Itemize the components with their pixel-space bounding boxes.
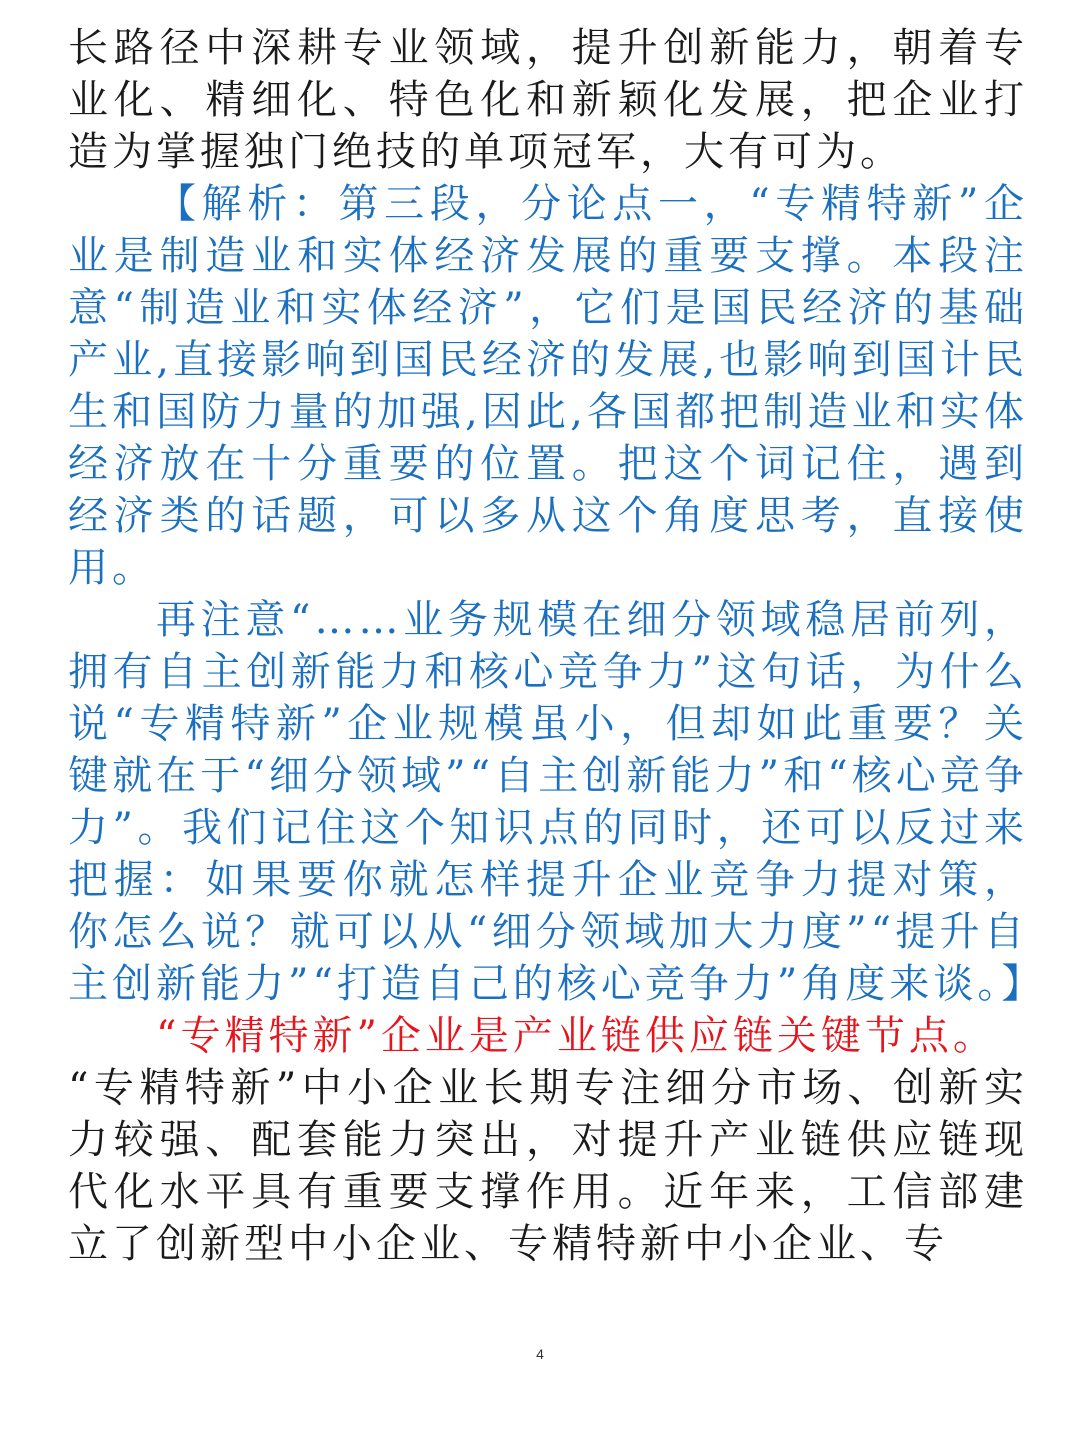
- analysis-paragraph-2: 再注意“……业务规模在细分领域稳居前列，拥有自主创新能力和核心竞争力”这句话，为什么说“专精特新”企业规模虽小，但却如此重要？关键就在于“细分领域”“自主创新能力”和“核心竞争力”。我们记住这个知识点的同时，还可以反过来把握：如果要你就怎样提升企业竞争力提对策，你怎么说？就可以从“细分领域加大力度”“提升自主创新能力”“打造自己的核心竞争力”角度来谈。】: [68, 597, 1046, 1007]
- analysis-paragraph-1: 【解析：第三段，分论点一，“专精特新”企业是制造业和实体经济发展的重要支撑。本段注意“制造业和实体经济”，它们是国民经济的基础产业,直接影响到国民经济的发展,也影响到国计民生和国防力量的加强,因此,各国都把制造业和实体经济放在十分重要的位置。把这个词记住，遇到经济类的话题，可以多从这个角度思考，直接使用。: [68, 181, 1028, 591]
- page-number: 4: [536, 1346, 544, 1362]
- document-page: [68, 22, 1046, 1270]
- intro-continuation-paragraph: 长路径中深耕专业领域，提升创新能力，朝着专业化、精细化、特色化和新颖化发展，把企业打造为掌握独门绝技的单项冠军，大有可为。: [68, 25, 1028, 175]
- point-body-paragraph: “专精特新”中小企业长期专注细分市场、创新实力较强、配套能力突出，对提升产业链供应链现代化水平具有重要支撑作用。近年来，工信部建立了创新型中小企业、专精特新中小企业、专: [68, 1065, 1028, 1267]
- point-heading: “专精特新”企业是产业链供应链关键节点。: [156, 1013, 997, 1059]
